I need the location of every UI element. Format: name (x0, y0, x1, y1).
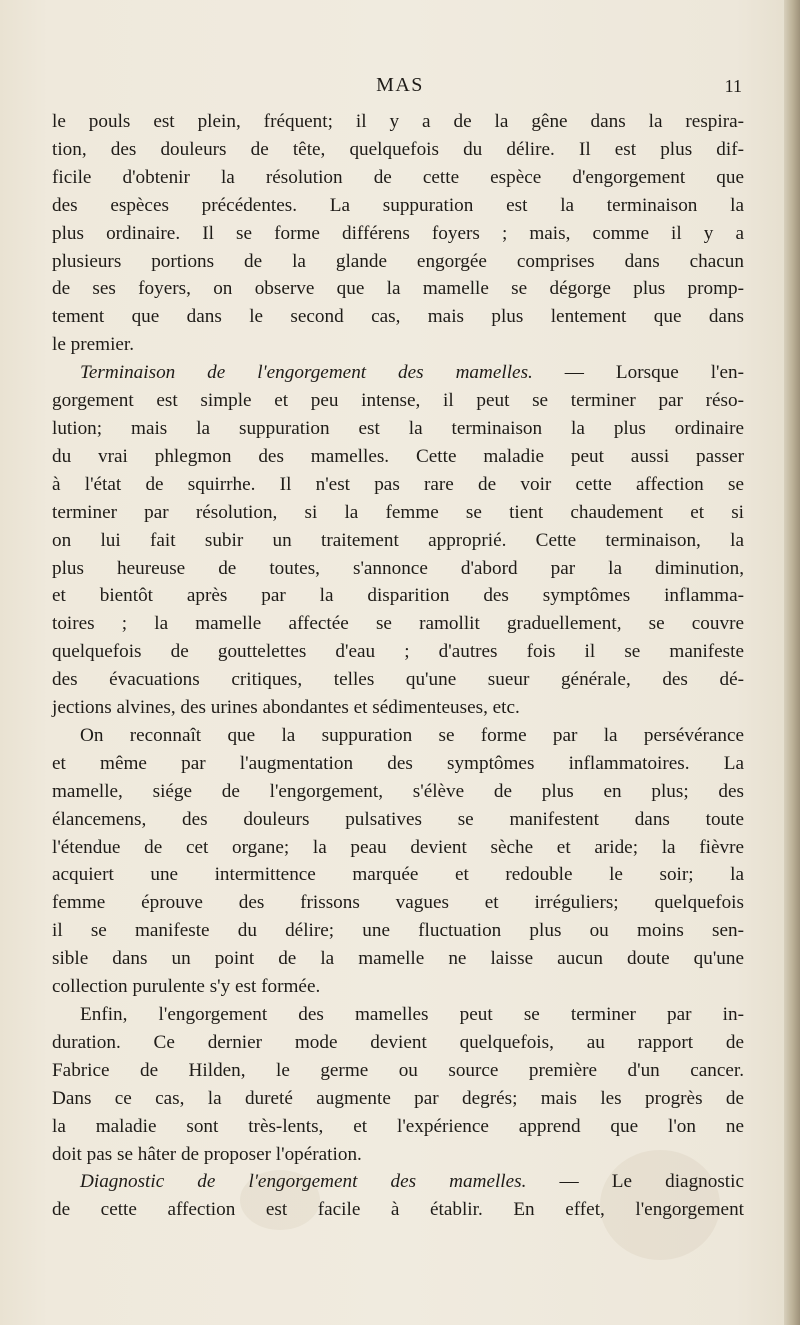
text-line: quelquefois de gouttelettes d'eau ; d'autres fois il se manifeste (52, 641, 744, 663)
text-line: on lui fait subir un traitement approprié. Cette terminaison, la (52, 529, 744, 551)
paragraph-continuation (52, 108, 744, 359)
text-line: doit pas se hâter de proposer l'opération. (52, 1143, 362, 1165)
text-line: sible dans un point de la mamelle ne laisse aucun doute qu'une (52, 948, 744, 970)
text-line: Fabrice de Hilden, le germe ou source première d'un cancer. (52, 1059, 744, 1081)
text-line: de ses foyers, on observe que la mamelle se dégorge plus promp- (52, 278, 744, 300)
page-edge-shadow (784, 0, 800, 1325)
page-header (0, 74, 800, 104)
text-line: On reconnaît que la suppuration se forme par la persévérance (80, 724, 744, 746)
text-line: tion, des douleurs de tête, quelquefois du délire. Il est plus dif- (52, 138, 744, 160)
body-text (52, 108, 744, 1224)
text-line: lution; mais la suppuration est la terminaison la plus ordinaire (52, 417, 744, 439)
text-line: de cette affection est facile à établir. En effet, l'engorgement (52, 1199, 744, 1221)
text-line: acquiert une intermittence marquée et redouble le soir; la (52, 864, 744, 886)
section-heading-line (52, 359, 744, 387)
paragraph-induration (52, 1001, 744, 1168)
text-line: plus heureuse de toutes, s'annonce d'abord par la diminution, (52, 557, 744, 579)
paragraph-suppuration (52, 722, 744, 1001)
section-title-diagnostic: Diagnostic de l'engorgement des mamelles. (80, 1171, 527, 1193)
text-line: du vrai phlegmon des mamelles. Cette maladie peut aussi passer (52, 445, 744, 467)
text-line: l'étendue de cet organe; la peau devient sèche et aride; la fièvre (52, 836, 744, 858)
text-line: collection purulente s'y est formée. (52, 976, 321, 998)
text-line: des espèces précédentes. La suppuration est la terminaison la (52, 194, 744, 216)
text-line: ficile d'obtenir la résolution de cette espèce d'engorgement que (52, 166, 744, 188)
page-number: 11 (724, 76, 742, 96)
section-diagnostic (52, 1168, 744, 1224)
text-line: gorgement est simple et peu intense, il peut se terminer par réso- (52, 390, 744, 412)
text-line: toires ; la mamelle affectée se ramollit graduellement, se couvre (52, 613, 744, 635)
text-line: Dans ce cas, la dureté augmente par degrés; mais les progrès de (52, 1087, 744, 1109)
text-line: élancemens, des douleurs pulsatives se manifestent dans toute (52, 808, 744, 830)
text-line: il se manifeste du délire; une fluctuation plus ou moins sen- (52, 920, 744, 942)
text-line: plusieurs portions de la glande engorgée comprises dans chacun (52, 250, 744, 272)
section-title-terminaison: Terminaison de l'engorgement des mamelles. (80, 362, 533, 384)
text-line: le premier. (52, 334, 135, 356)
section-heading-line (52, 1168, 744, 1196)
section-terminaison (52, 359, 744, 722)
text-line: et même par l'augmentation des symptômes inflammatoires. La (52, 752, 744, 774)
text-line: à l'état de squirrhe. Il n'est pas rare de voir cette affection se (52, 473, 744, 495)
text-fragment: — Lorsque l'en- (564, 362, 744, 384)
text-line: et bientôt après par la disparition des symptômes inflamma- (52, 585, 744, 607)
text-line: mamelle, siége de l'engorgement, s'élève de plus en plus; des (52, 780, 744, 802)
text-line: des évacuations critiques, telles qu'une sueur générale, des dé- (52, 669, 744, 691)
text-line: le pouls est plein, fréquent; il y a de la gêne dans la respira- (52, 111, 744, 132)
text-line: la maladie sont très-lents, et l'expérience apprend que l'on ne (52, 1115, 744, 1137)
text-fragment: — Le diagnostic (559, 1171, 744, 1193)
text-line: Enfin, l'engorgement des mamelles peut se terminer par in- (80, 1004, 744, 1025)
text-line: terminer par résolution, si la femme se tient chaudement et si (52, 501, 744, 523)
text-line: plus ordinaire. Il se forme différens foyers ; mais, comme il y a (52, 222, 744, 244)
running-title: MAS (376, 74, 424, 96)
text-line: tement que dans le second cas, mais plus lentement que dans (52, 306, 744, 328)
text-line: duration. Ce dernier mode devient quelquefois, au rapport de (52, 1031, 744, 1053)
text-line: jections alvines, des urines abondantes et sédimenteuses, etc. (52, 697, 520, 719)
text-line: femme éprouve des frissons vagues et irréguliers; quelquefois (52, 892, 744, 914)
